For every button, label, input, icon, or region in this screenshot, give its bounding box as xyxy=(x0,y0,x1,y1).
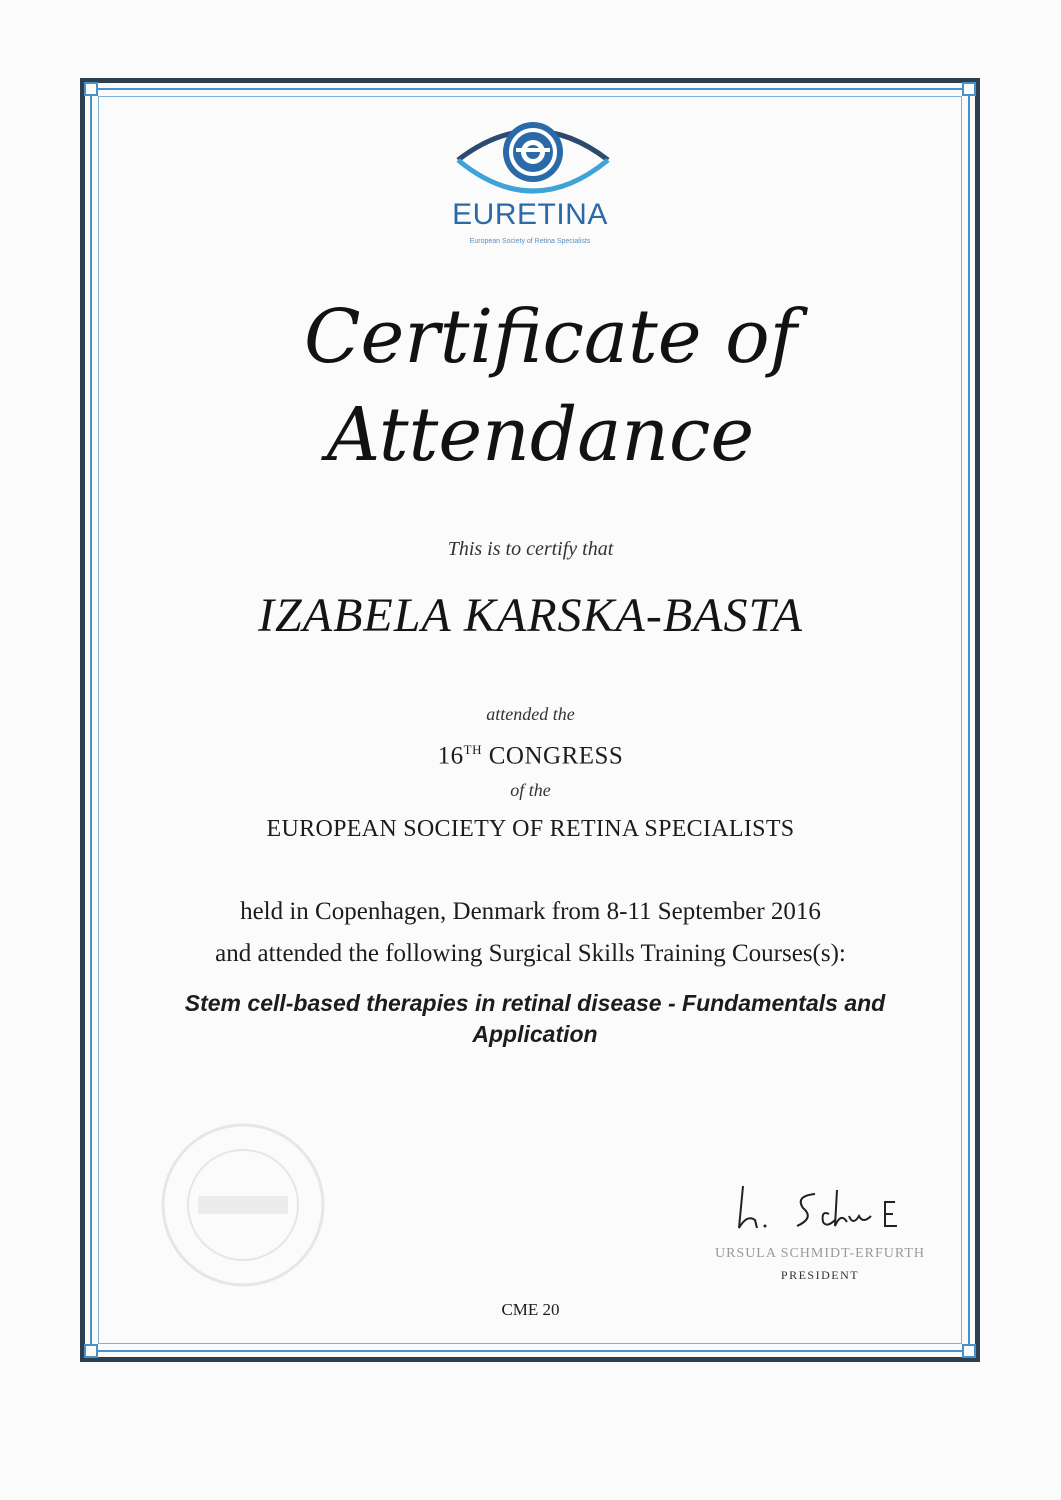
cme-credits: CME 20 xyxy=(501,1300,560,1319)
logo-wordmark: EURETINA xyxy=(452,198,608,231)
corner-ornament-bottom-left xyxy=(84,1344,98,1358)
signatory-role: PRESIDENT xyxy=(780,1268,860,1282)
attended-text: attended the xyxy=(486,704,575,724)
corner-ornament-top-right xyxy=(962,82,976,96)
of-the-text: of the xyxy=(510,780,551,800)
corner-ornament-bottom-right xyxy=(962,1344,976,1358)
title-line-2: Attendance xyxy=(326,392,755,478)
courses-intro: and attended the following Surgical Skills Training Courses(s): xyxy=(215,940,846,967)
congress-heading xyxy=(0,742,1061,770)
signatory-name: URSULA SCHMIDT-ERFURTH xyxy=(714,1246,926,1261)
certify-text: This is to certify that xyxy=(447,538,614,560)
society-name: EUROPEAN SOCIETY OF RETINA SPECIALISTS xyxy=(266,816,795,842)
course-title: Stem cell-based therapies in retinal disease - Fundamentals and Application xyxy=(184,990,886,1047)
congress-word: CONGRESS xyxy=(488,742,624,770)
recipient-name: IZABELA KARSKA-BASTA xyxy=(258,589,803,642)
congress-number: 16 xyxy=(437,742,464,770)
title-line-1: Certificate of xyxy=(303,294,798,380)
signature-icon xyxy=(725,1176,925,1236)
euretina-seal-icon xyxy=(158,1120,328,1290)
corner-ornament-top-left xyxy=(84,82,98,96)
logo-subtitle: European Society of Retina Specialists xyxy=(469,238,591,245)
event-details: held in Copenhagen, Denmark from 8-11 September 2016 xyxy=(240,898,821,925)
congress-suffix: TH xyxy=(463,742,482,757)
